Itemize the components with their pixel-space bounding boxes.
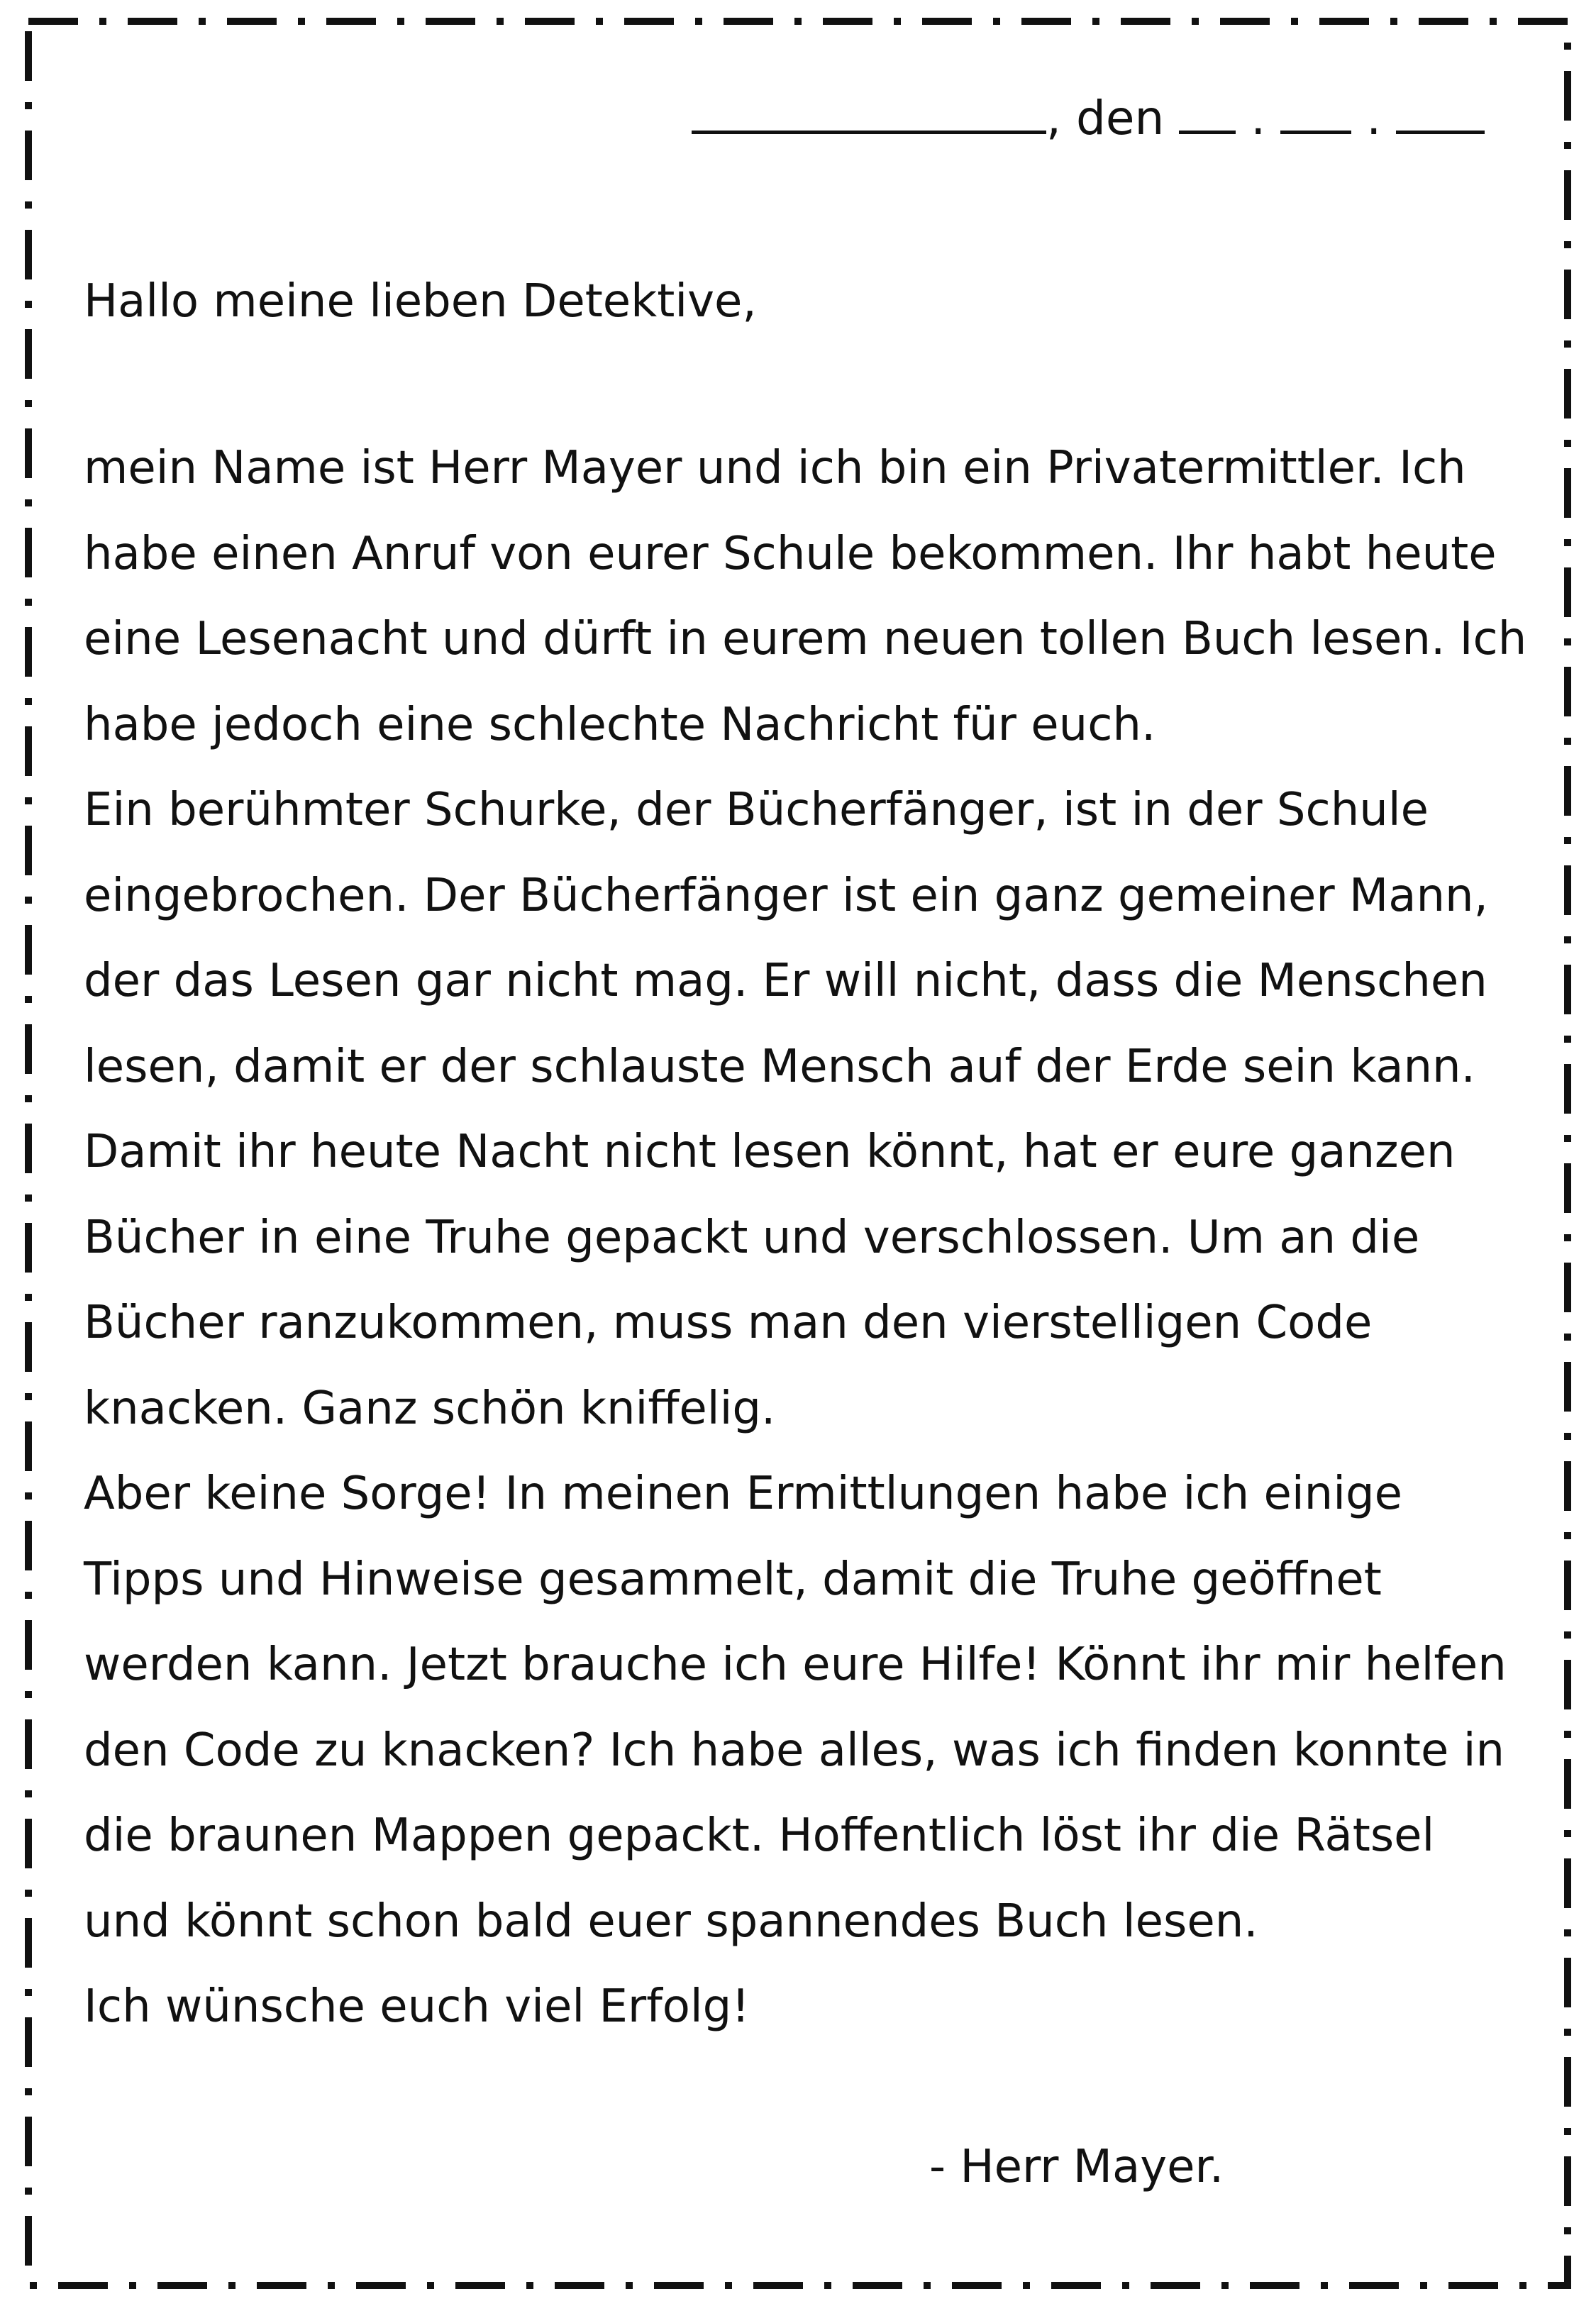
letter-line: und könnt schon bald euer spannendes Buch lesen. xyxy=(84,1895,1258,1948)
letter-line: habe jedoch eine schlechte Nachricht für euch. xyxy=(84,698,1156,751)
letter-line: knacken. Ganz schön kniffelig. xyxy=(84,1382,776,1435)
letter-signature: - Herr Mayer. xyxy=(929,2141,1224,2193)
place-date-line xyxy=(692,87,1507,150)
date-dot-2: . xyxy=(1366,91,1382,145)
letter-line: Aber keine Sorge! In meinen Ermittlungen habe ich einige xyxy=(84,1468,1402,1520)
place-blank[interactable] xyxy=(692,87,1046,134)
letter-line: mein Name ist Herr Mayer und ich bin ein Privatermittler. Ich xyxy=(84,442,1466,494)
letter-line: Bücher in eine Truhe gepackt und verschlossen. Um an die xyxy=(84,1211,1420,1264)
day-blank[interactable] xyxy=(1179,87,1236,134)
letter-line: Bücher ranzukommen, muss man den vierstelligen Code xyxy=(84,1297,1373,1349)
letter-line: habe einen Anruf von eurer Schule bekommen. Ihr habt heute xyxy=(84,527,1497,580)
letter-line: die braunen Mappen gepackt. Hoffentlich löst ihr die Rätsel xyxy=(84,1809,1435,1862)
letter-line: lesen, damit er der schlauste Mensch auf der Erde sein kann. xyxy=(84,1040,1475,1093)
letter-line: Ich wünsche euch viel Erfolg! xyxy=(84,1980,750,2033)
date-prefix: , den xyxy=(1046,91,1165,145)
letter-line: werden kann. Jetzt brauche ich eure Hilfe! Könnt ihr mir helfen xyxy=(84,1639,1507,1691)
letter-line: Damit ihr heute Nacht nicht lesen könnt, hat er eure ganzen xyxy=(84,1126,1456,1178)
month-blank[interactable] xyxy=(1280,87,1351,134)
letter-body xyxy=(84,426,1531,2050)
letter-line: den Code zu knacken? Ich habe alles, was ich finden konnte in xyxy=(84,1724,1505,1777)
letter-line: eingebrochen. Der Bücherfänger ist ein ganz gemeiner Mann, xyxy=(84,869,1488,922)
letter-greeting: Hallo meine lieben Detektive, xyxy=(84,275,757,328)
date-dot-1: . xyxy=(1251,91,1266,145)
letter-line: der das Lesen gar nicht mag. Er will nicht, dass die Menschen xyxy=(84,955,1487,1007)
letter-line: Tipps und Hinweise gesammelt, damit die Truhe geöffnet xyxy=(84,1553,1382,1606)
letter-line: Ein berühmter Schurke, der Bücherfänger, ist in der Schule xyxy=(84,784,1429,836)
year-blank[interactable] xyxy=(1396,87,1485,134)
letter-line: eine Lesenacht und dürft in eurem neuen tollen Buch lesen. Ich xyxy=(84,613,1527,665)
